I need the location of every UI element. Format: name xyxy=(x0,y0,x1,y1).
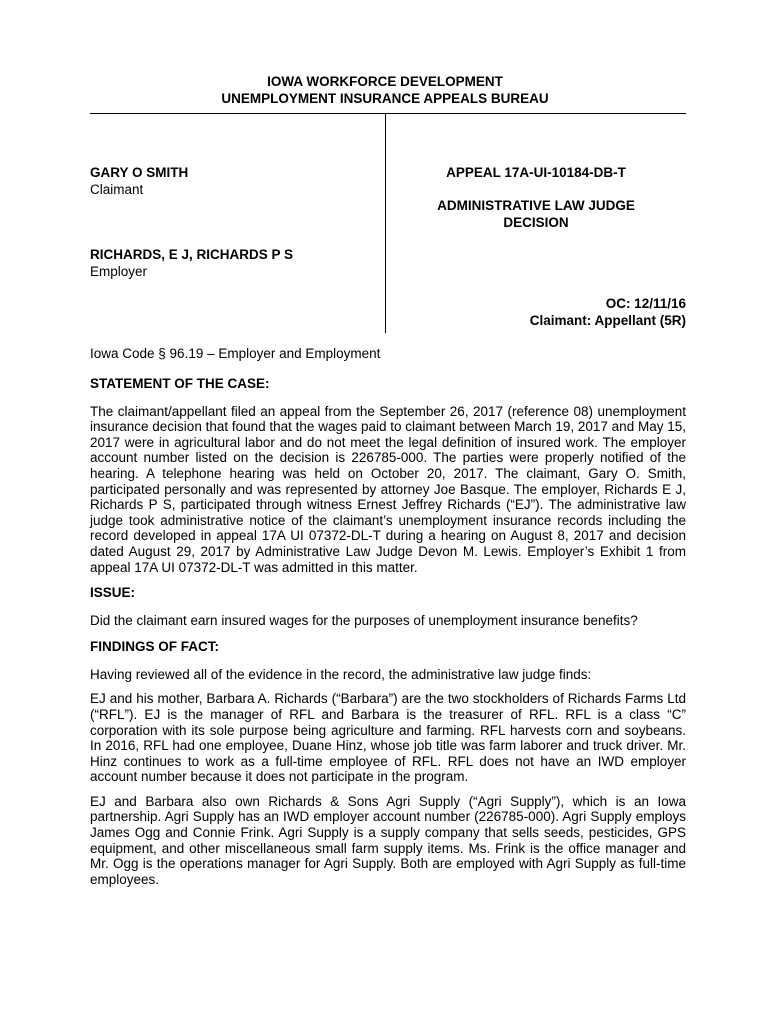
appeal-number: APPEAL 17A-UI-10184-DB-T xyxy=(446,165,626,180)
claimant-name: GARY O SMITH xyxy=(90,165,189,180)
oc-date: OC: 12/11/16 xyxy=(605,296,686,311)
employer-label: Employer xyxy=(90,264,148,279)
issue-heading: ISSUE: xyxy=(90,585,136,601)
agency-line-2: UNEMPLOYMENT INSURANCE APPEALS BUREAU xyxy=(221,91,549,106)
decision-type: ADMINISTRATIVE LAW JUDGE DECISION xyxy=(437,198,635,230)
findings-intro: Having reviewed all of the evidence in the record, the administrative law judge finds: xyxy=(90,666,592,682)
statement-text: The claimant/appellant filed an appeal from the September 26, 2017 (reference 08) unemployment insurance decision that found that the wages paid to claimant between March 19, 2017 and May 15, 2017 were in agricultural labor and do not meet the legal definition of insured work. The employer account number listed on the decision is 226785-000. The parties were properly notified of the hearing. A telephone hearing was held on October 20, 2017. The claimant, Gary O. Smith, participated personally and was represented by attorney Joe Basque. The employer, Richards E J, Richards P S, participated through witness Ernest Jeffrey Richards (“EJ”). The administrative law judge took administrative notice of the claimant’s unemployment insurance records including the record developed in appeal 17A UI 07372-DL-T during a hearing on August 8, 2017 and decision dated August 29, 2017 by Administrative Law Judge Devon M. Lewis. Employer’s Exhibit 1 from appeal 17A UI 07372-DL-T was admitted in this matter. xyxy=(90,403,686,575)
findings-paragraph-2: EJ and Barbara also own Richards & Sons Agri Supply (“Agri Supply”), which is an Iowa partnership. Agri Supply has an IWD employer account number (226785-000). Agri Supply employs James Ogg and Connie Frink. Agri Supply is a supply company that sells seeds, pesticides, GPS equipment, and other miscellaneous small farm supply items. Ms. Frink is the office manager and Mr. Ogg is the operations manager for Agri Supply. Both are employed with Agri Supply as full-time employees. xyxy=(90,793,686,887)
issue-text: Did the claimant earn insured wages for the purposes of unemployment insurance benefits? xyxy=(90,613,638,629)
decision-body xyxy=(90,346,686,896)
findings-paragraph-1: EJ and his mother, Barbara A. Richards (“Barbara”) are the two stockholders of Richards Farms Ltd (“RFL”). EJ is the manager of RFL and Barbara is the treasurer of RFL. RFL is a class “C” corporation with its sole purpose being agriculture and farming. RFL harvests corn and soybeans. In 2016, RFL had one employee, Duane Hinz, whose job title was farm laborer and truck driver. Mr. Hinz continues to work as a full-time employee of RFL. RFL does not have an IWD employer account number because it does not participate in the program. xyxy=(90,691,686,785)
code-reference: Iowa Code § 96.19 – Employer and Employment xyxy=(90,346,381,361)
agency-header xyxy=(0,73,770,107)
agency-line-1: IOWA WORKFORCE DEVELOPMENT xyxy=(267,74,503,89)
statement-heading: STATEMENT OF THE CASE: xyxy=(90,375,270,391)
findings-heading: FINDINGS OF FACT: xyxy=(90,638,219,654)
employer-name: RICHARDS, E J, RICHARDS P S xyxy=(90,247,294,262)
claimant-label: Claimant xyxy=(90,182,144,197)
appellant-status: Claimant: Appellant (5R) xyxy=(529,313,686,328)
header-divider xyxy=(90,113,686,114)
